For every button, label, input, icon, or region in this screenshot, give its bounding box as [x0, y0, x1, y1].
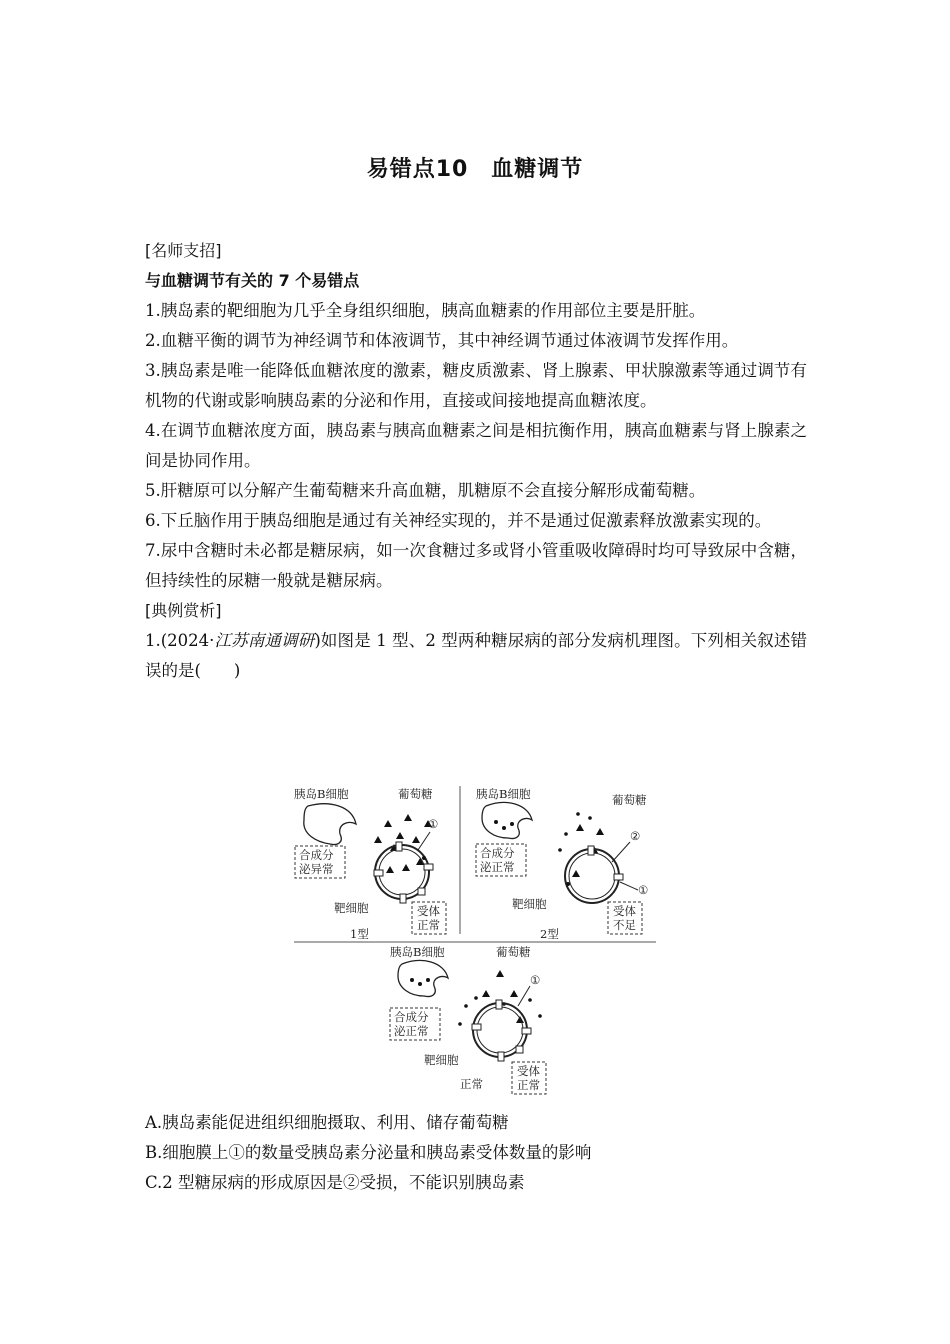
- option-c[interactable]: C.2 型糖尿病的形成原因是②受损，不能识别胰岛素: [145, 1173, 525, 1192]
- panel-type1: [294, 787, 446, 941]
- panel-type2: [476, 787, 648, 941]
- p2-target-label: 靶细胞: [512, 897, 547, 911]
- p3-glucose-label: 葡萄糖: [496, 945, 531, 959]
- option-a[interactable]: A.胰岛素能促进组织细胞摄取、利用、储存葡萄糖: [145, 1113, 509, 1132]
- point-7: 7.尿中含糖时未必都是糖尿病，如一次食糖过多或肾小管重吸收障碍时均可导致尿中含糖，但持续性的尿糖一般就是糖尿病。: [145, 541, 807, 590]
- point-4: 4.在调节血糖浓度方面，胰岛素与胰高血糖素之间是相抗衡作用，胰高血糖素与肾上腺素之间是协同作用。: [145, 421, 807, 470]
- main-content: [145, 236, 807, 686]
- p3-box1-line2: 泌正常: [394, 1024, 429, 1038]
- p1-marker-line: [418, 832, 430, 850]
- p2-glucose-label: 葡萄糖: [612, 793, 647, 807]
- p1-caption: 1型: [350, 927, 369, 941]
- p1-target-label: 靶细胞: [334, 901, 369, 915]
- tips-heading: 与血糖调节有关的 7 个易错点: [145, 271, 360, 290]
- example-tag: [典例赏析]: [145, 601, 222, 620]
- p3-caption: 正常: [460, 1077, 483, 1091]
- p3-box1-line1: 合成分: [394, 1010, 429, 1024]
- p1-cell-label: 胰岛B细胞: [294, 787, 349, 801]
- p2-box1-line2: 泌正常: [480, 860, 515, 874]
- p2-cell-label: 胰岛B细胞: [476, 787, 531, 801]
- p1-receptors: [374, 842, 433, 903]
- p2-box2-line1: 受体: [613, 904, 636, 918]
- p1-marker: ①: [428, 817, 439, 831]
- p2-islet-cell: [482, 802, 532, 838]
- tips-tag: [名师支招]: [145, 241, 222, 260]
- point-1: 1.胰岛素的靶细胞为几乎全身组织细胞，胰高血糖素的作用部位主要是肝脏。: [145, 301, 706, 320]
- p3-receptors: [472, 1000, 531, 1061]
- p3-cell-label: 胰岛B细胞: [390, 945, 445, 959]
- p1-box2-line1: 受体: [417, 904, 440, 918]
- p2-box1-line1: 合成分: [480, 846, 515, 860]
- point-2: 2.血糖平衡的调节为神经调节和体液调节，其中神经调节通过体液调节发挥作用。: [145, 331, 739, 350]
- p2-marker-2: ②: [630, 829, 641, 843]
- p1-islet-cell: [304, 804, 356, 845]
- diabetes-diagram: [290, 784, 660, 1100]
- p3-box2-line2: 正常: [517, 1078, 540, 1092]
- p2-receptors: [588, 846, 623, 880]
- panel-normal: [390, 945, 546, 1094]
- question-source: 江苏南通调研: [214, 631, 315, 650]
- p3-islet-cell: [398, 960, 448, 996]
- diagram-svg: [290, 784, 660, 1100]
- p2-glucose-molecules: [558, 812, 604, 877]
- option-b[interactable]: B.细胞膜上①的数量受胰岛素分泌量和胰岛素受体数量的影响: [145, 1143, 592, 1162]
- p3-marker: ①: [530, 973, 541, 987]
- p2-caption: 2型: [540, 927, 559, 941]
- p2-box2-line2: 不足: [613, 918, 636, 932]
- point-3: 3.胰岛素是唯一能降低血糖浓度的激素，糖皮质激素、肾上腺素、甲状腺激素等通过调节有机物的代谢或影响胰岛素的分泌和作用，直接或间接地提高血糖浓度。: [145, 361, 807, 410]
- p2-marker-1: ①: [638, 883, 649, 897]
- p3-target-label: 靶细胞: [424, 1053, 459, 1067]
- p1-box2-line2: 正常: [417, 918, 440, 932]
- answer-options: [145, 1108, 807, 1198]
- point-5: 5.肝糖原可以分解产生葡萄糖来升高血糖，肌糖原不会直接分解形成葡萄糖。: [145, 481, 706, 500]
- point-6: 6.下丘脑作用于胰岛细胞是通过有关神经实现的，并不是通过促激素释放激素实现的。: [145, 511, 772, 530]
- page-title: 易错点10 血糖调节: [366, 157, 584, 182]
- p1-box1-line1: 合成分: [299, 848, 334, 862]
- p1-glucose-label: 葡萄糖: [398, 787, 433, 801]
- question-prefix: 1.(2024·: [145, 631, 215, 650]
- p1-box1-line2: 泌异常: [299, 862, 334, 876]
- question-text: )如图是 1 型、2 型两种糖尿病的部分发病机理图。下列相关叙述错误的是( ): [145, 631, 808, 680]
- question-stem: [145, 626, 807, 686]
- p3-box2-line1: 受体: [517, 1064, 540, 1078]
